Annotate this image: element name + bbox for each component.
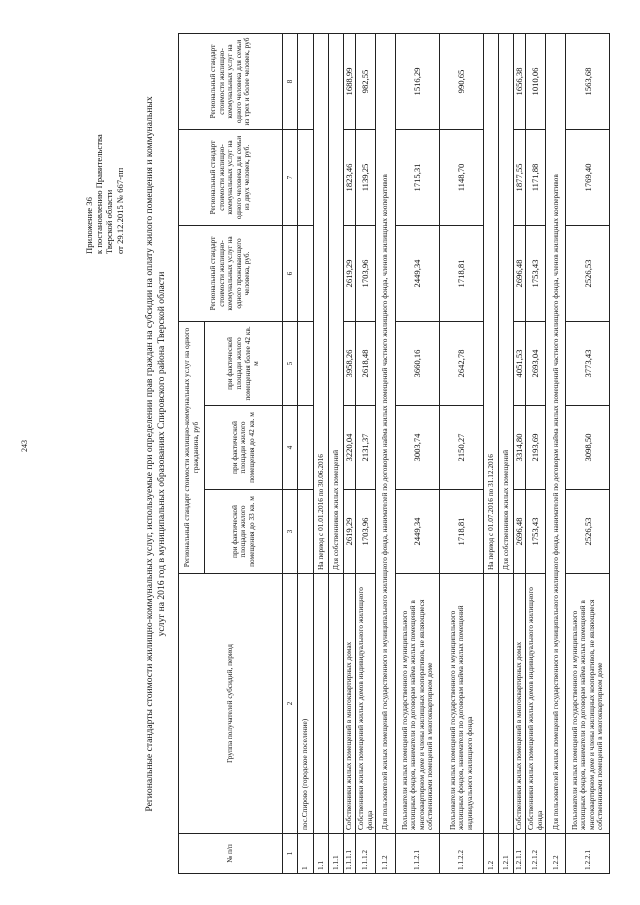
standards-table (178, 33, 610, 874)
value-cell: 1718,81 (440, 225, 484, 321)
period-label: Для собственников жилых помещений (499, 33, 514, 573)
value-cell: 1715,31 (396, 129, 440, 225)
table-row (356, 33, 376, 873)
period-row (329, 33, 344, 873)
value-cell: 2696,48 (514, 225, 526, 321)
header-family-three: Региональный стандарт стоимости жилищно-коммунальных услуг на одного человека для семьи из трех и более человек, руб (179, 33, 283, 129)
value-cell: 2526,53 (566, 490, 610, 574)
empty-cell (484, 574, 499, 834)
column-number: 8 (283, 33, 298, 129)
period-label: На период с 01.01.2016 по 30.06.2016 (314, 33, 329, 573)
value-cell: 3958,26 (344, 321, 356, 405)
value-cell: 1703,96 (356, 490, 376, 574)
rotated-page (84, 24, 640, 884)
value-cell: 1753,43 (526, 225, 546, 321)
empty-cell (298, 129, 314, 225)
title-line: Региональные стандарты стоимости жилищно-коммунальных услуг, используемые при определении прав граждан на субсидии на оплату жилого помещения и коммунальных (144, 96, 155, 812)
value-cell: 982,55 (356, 33, 376, 129)
table-row (526, 33, 546, 873)
appendix-line: к постановлению Правительства (94, 134, 105, 254)
row-number: 1.1.2.1 (396, 834, 440, 874)
page-number: 243 (20, 440, 29, 452)
header-area-over-42: при фактической площади жилого помещения более 42 кв. м (205, 321, 283, 405)
column-number: 6 (283, 225, 298, 321)
value-cell: 2696,48 (514, 490, 526, 574)
section-title: пос.Спирово (городское поселение) (298, 574, 314, 834)
value-cell: 1703,96 (356, 225, 376, 321)
header-family-two: Региональный стандарт стоимости жилищно-коммунальных услуг на одного человека для семьи из двух человек, руб. (179, 129, 283, 225)
column-number: 3 (283, 490, 298, 574)
row-number: 1.2.1 (499, 834, 514, 874)
value-cell: 1656,38 (514, 33, 526, 129)
value-cell: 2619,29 (344, 225, 356, 321)
value-cell: 1171,88 (526, 129, 546, 225)
row-label: Собственники жилых помещений в многоквартирных домах (344, 574, 356, 834)
row-number: 1.1.1.1 (344, 834, 356, 874)
period-row (314, 33, 329, 873)
row-number: 1.1.1 (329, 834, 344, 874)
period-label: На период с 01.07.2016 по 31.12.2016 (484, 33, 499, 573)
table-row (396, 33, 440, 873)
column-number: 1 (283, 834, 298, 874)
value-cell: 1877,55 (514, 129, 526, 225)
value-cell: 2526,53 (566, 225, 610, 321)
table-row (344, 33, 356, 873)
row-label: Собственники жилых помещений в многоквартирных домах (514, 574, 526, 834)
column-number: 7 (283, 129, 298, 225)
table-row (440, 33, 484, 873)
row-number: 1.2.2 (546, 834, 566, 874)
value-cell: 1753,43 (526, 490, 546, 574)
row-label: Пользователи жилых помещений государственного и муниципального жилищных фондов, наниматели по договорам найма жилых помещений в многоквартирном доме и члены жилищных кооперативов, не являющиеся собственниками помещений в многоквартирном доме (566, 574, 610, 834)
appendix-line: от 29.12.2015 № 667-пп (114, 167, 125, 254)
value-cell: 1148,70 (440, 129, 484, 225)
header-group: Группа получателей субсидий, период (179, 574, 283, 834)
empty-cell (298, 225, 314, 321)
table-body (283, 33, 610, 873)
column-numbers-row (283, 33, 298, 873)
header-area-42: при фактической площади жилого помещения до 42 кв. м (205, 406, 283, 490)
category-label: Для пользователей жилых помещений государственного и муниципального жилищного фонда, нанимателей по договорам найма жилых помещений частного жилищного фонда, членов жилищных кооперативов (546, 33, 566, 833)
value-cell: 990,65 (440, 33, 484, 129)
table-row (566, 33, 610, 873)
row-number: 1.2.2.1 (566, 834, 610, 874)
value-cell: 2618,48 (356, 321, 376, 405)
value-cell: 1823,46 (344, 129, 356, 225)
row-number: 1.1.2 (376, 834, 396, 874)
value-cell: 1769,40 (566, 129, 610, 225)
value-cell: 2642,78 (440, 321, 484, 405)
appendix-block (84, 54, 125, 254)
header-group-per-pensioner: Региональный стандарт стоимости жилищно-коммунальных услуг на одного гражданина, руб (179, 321, 205, 573)
header-area-33: при фактической площади жилого помещения до 33 кв. м (205, 490, 283, 574)
value-cell: 3003,74 (396, 406, 440, 490)
row-number: 1.2.1.2 (526, 834, 546, 874)
value-cell: 4051,53 (514, 321, 526, 405)
value-cell: 3773,43 (566, 321, 610, 405)
value-cell: 1563,68 (566, 33, 610, 129)
value-cell: 1010,06 (526, 33, 546, 129)
value-cell: 1139,25 (356, 129, 376, 225)
header-single: Региональный стандарт стоимости жилищно-коммунальных услуг на одного проживающего человека, руб. (179, 225, 283, 321)
section-row (298, 33, 314, 873)
value-cell: 1688,99 (344, 33, 356, 129)
row-label: Собственники жилых помещений жилых домов индивидуального жилищного фонда (526, 574, 546, 834)
appendix-line: Тверской области (104, 189, 115, 254)
empty-cell (298, 406, 314, 490)
period-row (499, 33, 514, 873)
period-row (484, 33, 499, 873)
column-number: 4 (283, 406, 298, 490)
value-cell: 2449,34 (396, 225, 440, 321)
category-label: Для пользователей жилых помещений государственного и муниципального жилищного фонда, нанимателей по договорам найма жилых помещений частного жилищного фонда, членов жилищных кооперативов (376, 33, 396, 833)
empty-cell (499, 574, 514, 834)
column-number: 2 (283, 574, 298, 834)
value-cell: 1718,81 (440, 490, 484, 574)
row-number: 1.1.2.2 (440, 834, 484, 874)
value-cell: 2150,27 (440, 406, 484, 490)
empty-cell (329, 574, 344, 834)
header-number: № п/п (179, 834, 283, 874)
row-number: 1.2 (484, 834, 499, 874)
empty-cell (298, 490, 314, 574)
row-label: Пользователи жилых помещений государственного и муниципального жилищных фондов, наниматели по договорам найма жилых помещений индивидуального жилищного фонда (440, 574, 484, 834)
value-cell: 2131,37 (356, 406, 376, 490)
value-cell: 2619,29 (344, 490, 356, 574)
column-number: 5 (283, 321, 298, 405)
row-label: Собственники жилых помещений жилых домов индивидуального жилищного фонда (356, 574, 376, 834)
empty-cell (314, 574, 329, 834)
category-row (546, 33, 566, 873)
value-cell: 2193,69 (526, 406, 546, 490)
table-row (514, 33, 526, 873)
title-line: услуг на 2016 год в муниципальных образованиях Спировского района Тверской области (156, 271, 167, 637)
value-cell: 3098,50 (566, 406, 610, 490)
row-number: 1.1 (314, 834, 329, 874)
empty-cell (298, 33, 314, 129)
period-label: Для собственников жилых помещений (329, 33, 344, 573)
value-cell: 1516,29 (396, 33, 440, 129)
row-number: 1.2.1.1 (514, 834, 526, 874)
row-number: 1 (298, 834, 314, 874)
appendix-line: Приложение 36 (84, 197, 94, 254)
value-cell: 3660,16 (396, 321, 440, 405)
row-number: 1.1.1.2 (356, 834, 376, 874)
empty-cell (298, 321, 314, 405)
value-cell: 2693,04 (526, 321, 546, 405)
document-title (144, 34, 168, 874)
value-cell: 3314,80 (514, 406, 526, 490)
value-cell: 3220,04 (344, 406, 356, 490)
value-cell: 2449,34 (396, 490, 440, 574)
row-label: Пользователи жилых помещений государственного и муниципального жилищных фондов, наниматели по договорам найма жилых помещений в многоквартирном доме и члены жилищных кооперативов, не являющиеся собственниками помещений в многоквартирном доме (396, 574, 440, 834)
category-row (376, 33, 396, 873)
